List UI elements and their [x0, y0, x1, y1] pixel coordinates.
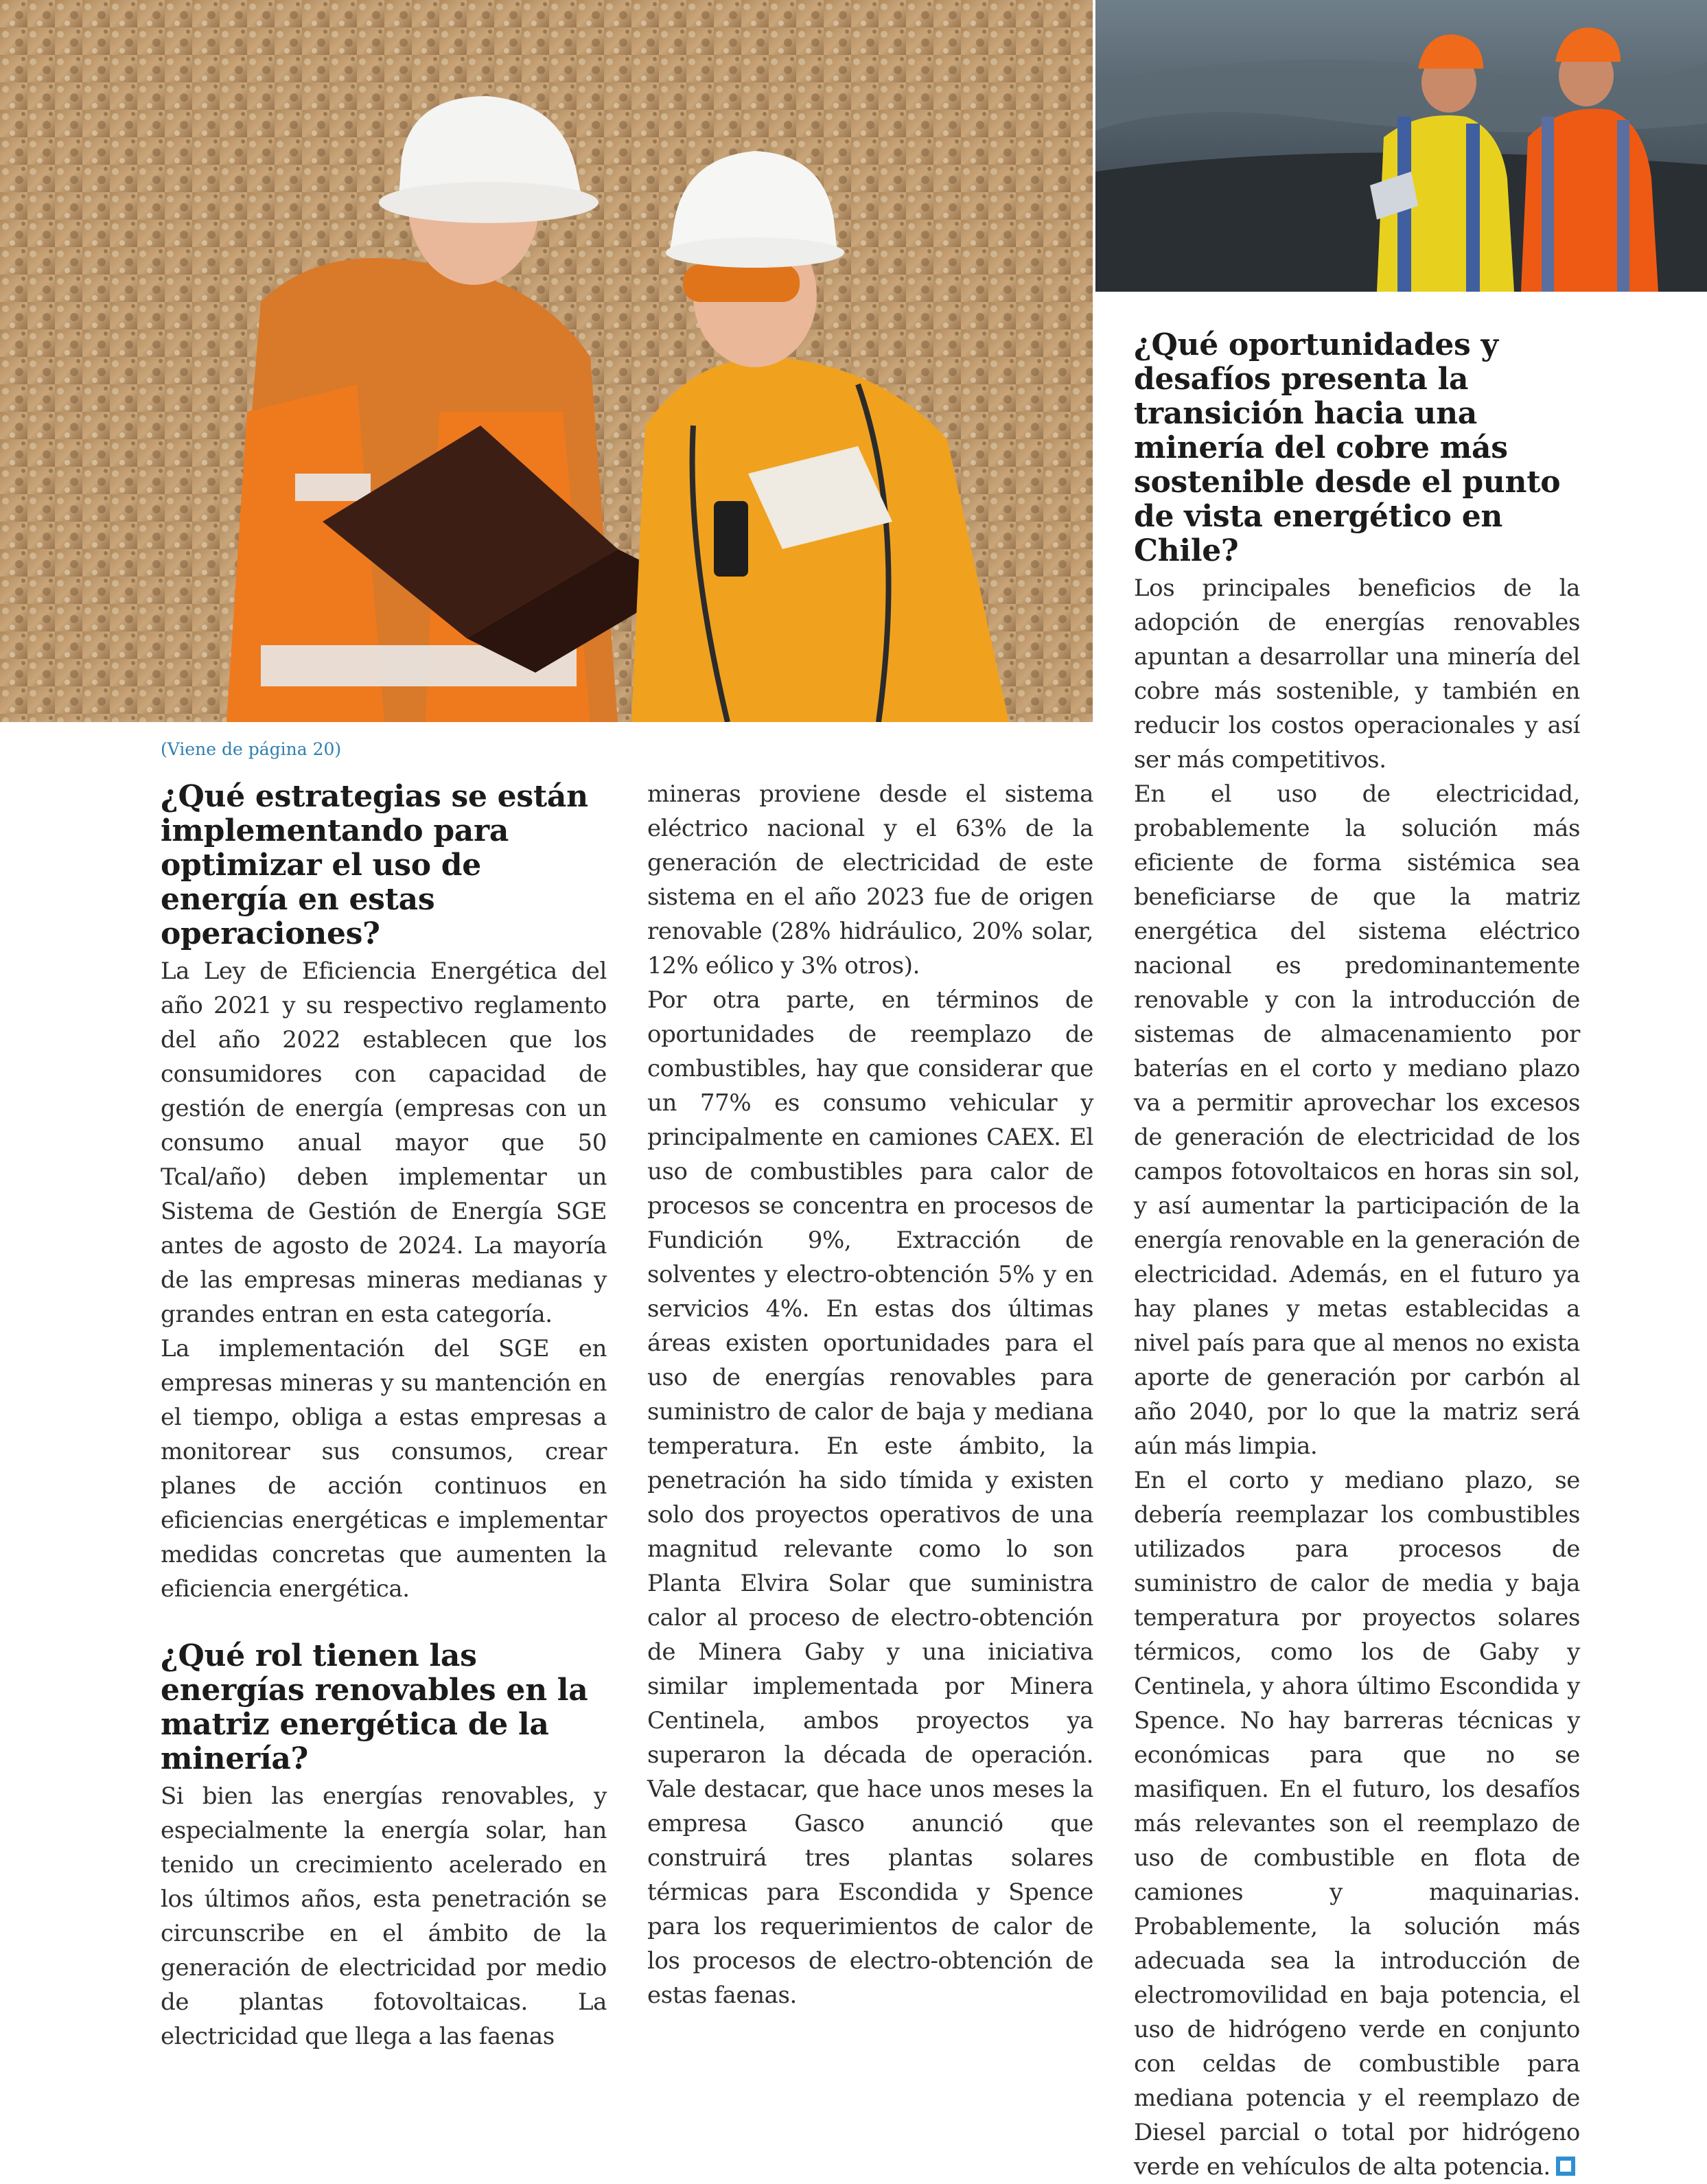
- paragraph: La Ley de Eficiencia Energética del año 2021 y su respectivo reglamento del año 2022 establecen que los consumidores con capacidad de gestión de energía (empresas con un consumo anual mayor que 50 Tcal/año) deben implementar un Sistema de Gestión de Energía SGE antes de agosto de 2024. La mayoría de las empresas mineras medianas y grandes entran en esta categoría.: [161, 957, 607, 1328]
- section-heading-strategies: ¿Qué estrategias se están implementando para optimizar el uso de energía en estas operaciones?: [161, 779, 588, 951]
- article-column-1: [161, 734, 607, 2054]
- paragraph: Los principales beneficios de la adopción de energías renovables apuntan a desarrollar una minería del cobre más sostenible, y también en reducir los costos operacionales y así ser más competitivos.: [1134, 574, 1580, 774]
- section-heading-opportunities: ¿Qué oportunidades y desafíos presenta la transición hacia una minería del cobre más sostenible desde el punto de vista energético en Chile?: [1134, 327, 1561, 568]
- article-column-3: [1134, 328, 1580, 2184]
- continued-note: (Viene de página 20): [161, 739, 342, 759]
- paragraph: Si bien las energías renovables, y especialmente la energía solar, han tenido un crecimiento acelerado en los últimos años, esta penetración se circunscribe en el ámbito de la generación de electricidad por medio de plantas fotovoltaicas. La electricidad que llega a las faenas: [161, 1782, 607, 2050]
- end-of-article-icon: [1556, 2157, 1575, 2176]
- paragraph: En el uso de electricidad, probablemente la solución más eficiente de forma sistémica sea beneficiarse de que la matriz energética del sistema eléctrico nacional es predominantemente renovable y con la introducción de sistemas de almacenamiento por baterías en el corto y mediano plazo va a permitir aprovechar los excesos de generación de electricidad de los campos fotovoltaicos en horas sin sol, y así aumentar la participación de la energía renovable en la generación de electricidad. Además, en el futuro ya hay planes y metas establecidas a nivel país para que al menos no exista aporte de generación por carbón al año 2040, por lo que la matriz será aún más limpia.: [1134, 780, 1580, 1460]
- article-column-2: [647, 777, 1093, 2012]
- paragraph: La implementación del SGE en empresas mineras y su mantención en el tiempo, obliga a estas empresas a monitorear sus consumos, crear planes de acción continuos en eficiencias energéticas e implementar medidas concretas que aumenten la eficiencia energética.: [161, 1335, 607, 1603]
- section-heading-renewables: ¿Qué rol tienen las energías renovables en la matriz energética de la minería?: [161, 1638, 588, 1776]
- paragraph: Por otra parte, en términos de oportunidades de reemplazo de combustibles, hay que considerar que un 77% es consumo vehicular y principalmente en camiones CAEX. El uso de combustibles para calor de procesos se concentra en procesos de Fundición 9%, Extracción de solventes y electro-obtención 5% y en servicios 4%. En estas dos últimas áreas existen oportunidades para el uso de energías renovables para suministro de calor de baja y mediana temperatura. En este ámbito, la penetración ha sido tímida y existen solo dos proyectos operativos de una magnitud relevante como lo son Planta Elvira Solar que suministra calor al proceso de electro-obtención de Minera Gaby y una iniciativa similar implementada por Minera Centinela, ambos proyectos ya superaron la década de operación. Vale destacar, que hace unos meses la empresa Gasco anunció que construirá tres plantas solares térmicas para Escondida y Spence para los requerimientos de calor de los procesos de electro-obtención de estas faenas.: [647, 986, 1093, 2009]
- paragraph-final-text: En el corto y mediano plazo, se debería reemplazar los combustibles utilizados para procesos de suministro de calor de media y baja temperatura por proyectos solares térmicos, como los de Gaby y Centinela, y ahora último Escondida y Spence. No hay barreras técnicas y económicas para que no se masifiquen. En el futuro, los desafíos más relevantes son el reemplazo de uso de combustible en flota de camiones y maquinarias. Probablemente, la solución más adecuada sea la introducción de electromovilidad en baja potencia, el uso de hidrógeno verde en conjunto con celdas de combustible para mediana potencia y el reemplazo de Diesel parcial o total por hidrógeno verde en vehículos de alta potencia.: [1134, 1467, 1580, 2181]
- paragraph: mineras proviene desde el sistema eléctrico nacional y el 63% de la generación de electricidad de este sistema en el año 2023 fue de origen renovable (28% hidráulico, 20% solar, 12% eólico y 3% otros).: [647, 780, 1093, 979]
- photo-workers-reviewing-documents: [0, 0, 1093, 722]
- photo-workers-open-pit-mine: [1095, 0, 1707, 292]
- paragraph-final: [1134, 1463, 1580, 2184]
